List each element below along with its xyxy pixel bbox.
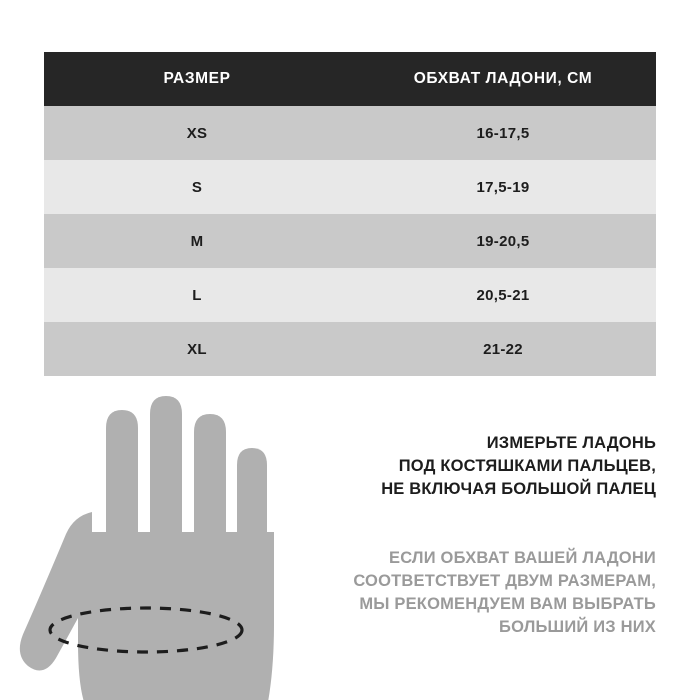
note-secondary-line-1: ЕСЛИ ОБХВАТ ВАШЕЙ ЛАДОНИ [389, 549, 656, 567]
cell-girth: 20,5-21 [350, 268, 656, 322]
cell-size: L [44, 268, 350, 322]
size-table [44, 52, 656, 376]
cell-size: XL [44, 322, 350, 376]
table-row [44, 322, 656, 376]
column-header-girth-unit: , СМ [557, 70, 593, 87]
note-secondary-line-2: СООТВЕТСТВУЕТ ДВУМ РАЗМЕРАМ, [353, 572, 656, 590]
cell-size: M [44, 214, 350, 268]
table-row [44, 214, 656, 268]
cell-girth: 19-20,5 [350, 214, 656, 268]
column-header-size: РАЗМЕР [44, 52, 350, 106]
column-header-girth [350, 52, 656, 106]
table-header [44, 52, 656, 106]
table-row [44, 268, 656, 322]
cell-girth: 21-22 [350, 322, 656, 376]
cell-size: XS [44, 106, 350, 160]
table-body [44, 106, 656, 376]
cell-girth: 16-17,5 [350, 106, 656, 160]
table-row [44, 106, 656, 160]
table-row [44, 160, 656, 214]
note-secondary-line-3: МЫ РЕКОМЕНДУЕМ ВАМ ВЫБРАТЬ [359, 595, 656, 613]
cell-girth: 17,5-19 [350, 160, 656, 214]
cell-size: S [44, 160, 350, 214]
column-header-girth-label: ОБХВАТ ЛАДОНИ [413, 70, 558, 87]
note-secondary [236, 547, 656, 639]
note-primary-line-3: НЕ ВКЛЮЧАЯ БОЛЬШОЙ ПАЛЕЦ [381, 480, 656, 498]
note-primary-line-2: ПОД КОСТЯШКАМИ ПАЛЬЦЕВ, [398, 457, 656, 475]
note-secondary-line-4: БОЛЬШИЙ ИЗ НИХ [499, 618, 656, 636]
note-primary-line-1: ИЗМЕРЬТЕ ЛАДОНЬ [486, 434, 656, 452]
note-primary [256, 432, 656, 501]
table-header-row [44, 52, 656, 106]
